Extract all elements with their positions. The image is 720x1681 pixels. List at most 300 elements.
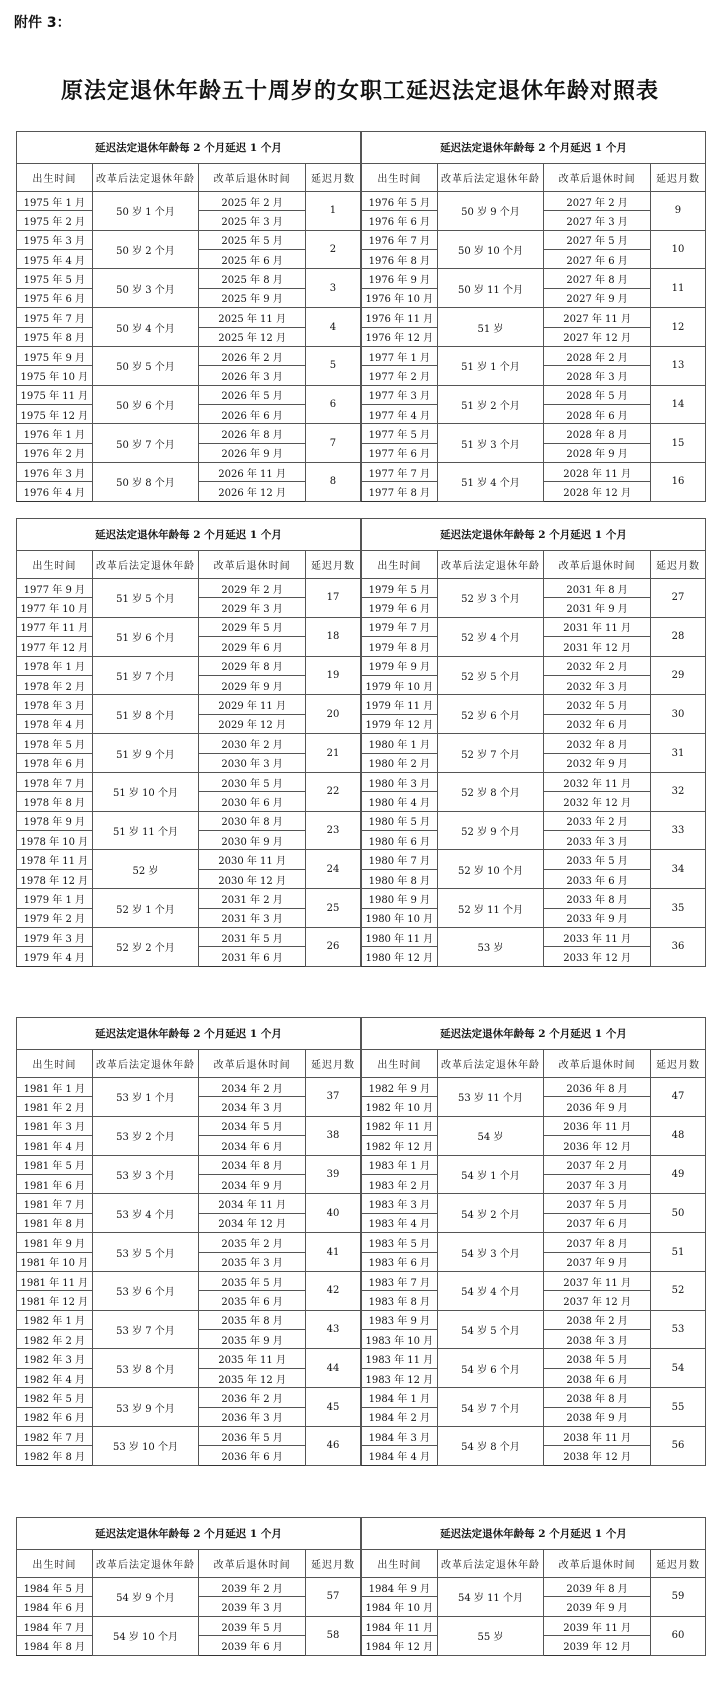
- retirement-time-cell: 2029 年 2 月: [199, 579, 306, 598]
- table-row: [17, 463, 361, 482]
- table-row: [362, 850, 706, 869]
- retirement-time-cell: 2035 年 6 月: [199, 1291, 306, 1310]
- retirement-time-cell: 2034 年 3 月: [199, 1097, 306, 1116]
- table-row: [17, 1616, 361, 1635]
- retirement-time-cell: 2036 年 8 月: [544, 1078, 651, 1097]
- retirement-table: [16, 518, 361, 967]
- delay-months-cell: 23: [305, 811, 360, 850]
- retirement-time-cell: 2034 年 9 月: [199, 1174, 306, 1193]
- birth-date-cell: 1980 年 5 月: [362, 811, 438, 830]
- retirement-age-cell: 52 岁 3 个月: [437, 579, 544, 618]
- retirement-age-cell: 53 岁: [437, 928, 544, 967]
- retirement-age-cell: 54 岁 3 个月: [437, 1233, 544, 1272]
- retirement-time-cell: 2026 年 12 月: [199, 482, 306, 501]
- retirement-table: [361, 1017, 706, 1466]
- birth-date-cell: 1976 年 5 月: [362, 192, 438, 211]
- delay-months-cell: 56: [650, 1427, 705, 1466]
- delay-months-cell: 47: [650, 1078, 705, 1117]
- birth-date-cell: 1983 年 7 月: [362, 1271, 438, 1290]
- table-row: [17, 928, 361, 947]
- retirement-age-cell: 54 岁 8 个月: [437, 1427, 544, 1466]
- retirement-time-cell: 2031 年 12 月: [544, 637, 651, 656]
- retirement-time-cell: 2035 年 9 月: [199, 1330, 306, 1349]
- retirement-time-cell: 2030 年 9 月: [199, 831, 306, 850]
- delay-months-cell: 28: [650, 617, 705, 656]
- column-header: 延迟月数: [305, 1050, 360, 1078]
- column-header-row: [17, 1550, 361, 1578]
- retirement-time-cell: 2032 年 5 月: [544, 695, 651, 714]
- table-row: [362, 889, 706, 908]
- retirement-time-cell: 2032 年 11 月: [544, 772, 651, 791]
- birth-date-cell: 1977 年 9 月: [17, 579, 93, 598]
- retirement-time-cell: 2038 年 11 月: [544, 1427, 651, 1446]
- retirement-age-cell: 51 岁 11 个月: [92, 811, 199, 850]
- birth-date-cell: 1980 年 12 月: [362, 947, 438, 966]
- delay-months-cell: 18: [305, 617, 360, 656]
- table-row: [17, 308, 361, 327]
- retirement-time-cell: 2030 年 6 月: [199, 792, 306, 811]
- column-header: 改革后法定退休年龄: [437, 164, 544, 192]
- table-row: [17, 695, 361, 714]
- birth-date-cell: 1976 年 8 月: [362, 250, 438, 269]
- retirement-time-cell: 2027 年 8 月: [544, 269, 651, 288]
- column-header: 延迟月数: [650, 1550, 705, 1578]
- birth-date-cell: 1978 年 4 月: [17, 714, 93, 733]
- birth-date-cell: 1981 年 10 月: [17, 1252, 93, 1271]
- table-row: [362, 1578, 706, 1597]
- retirement-time-cell: 2030 年 2 月: [199, 734, 306, 753]
- birth-date-cell: 1981 年 1 月: [17, 1078, 93, 1097]
- retirement-age-cell: 50 岁 8 个月: [92, 463, 199, 502]
- retirement-time-cell: 2037 年 6 月: [544, 1213, 651, 1232]
- delay-months-cell: 52: [650, 1271, 705, 1310]
- retirement-age-cell: 50 岁 2 个月: [92, 230, 199, 269]
- retirement-age-cell: 52 岁 4 个月: [437, 617, 544, 656]
- retirement-time-cell: 2033 年 5 月: [544, 850, 651, 869]
- table-row: [362, 1155, 706, 1174]
- retirement-age-cell: 50 岁 9 个月: [437, 192, 544, 231]
- column-header-row: [17, 164, 361, 192]
- retirement-time-cell: 2028 年 6 月: [544, 404, 651, 423]
- table-row: [17, 656, 361, 675]
- retirement-time-cell: 2029 年 12 月: [199, 714, 306, 733]
- table-row: [17, 1155, 361, 1174]
- retirement-time-cell: 2032 年 6 月: [544, 714, 651, 733]
- retirement-age-cell: 52 岁 7 个月: [437, 734, 544, 773]
- birth-date-cell: 1983 年 12 月: [362, 1368, 438, 1387]
- column-header: 出生时间: [362, 1550, 438, 1578]
- delay-months-cell: 34: [650, 850, 705, 889]
- retirement-time-cell: 2025 年 3 月: [199, 211, 306, 230]
- retirement-age-cell: 52 岁 6 个月: [437, 695, 544, 734]
- retirement-time-cell: 2034 年 2 月: [199, 1078, 306, 1097]
- delay-months-cell: 35: [650, 889, 705, 928]
- birth-date-cell: 1976 年 6 月: [362, 211, 438, 230]
- delay-months-cell: 43: [305, 1310, 360, 1349]
- delay-months-cell: 59: [650, 1578, 705, 1617]
- retirement-time-cell: 2034 年 12 月: [199, 1213, 306, 1232]
- birth-date-cell: 1978 年 8 月: [17, 792, 93, 811]
- birth-date-cell: 1976 年 3 月: [17, 463, 93, 482]
- table-row: [362, 1233, 706, 1252]
- birth-date-cell: 1983 年 8 月: [362, 1291, 438, 1310]
- birth-date-cell: 1983 年 4 月: [362, 1213, 438, 1232]
- table-row: [362, 346, 706, 365]
- birth-date-cell: 1983 年 9 月: [362, 1310, 438, 1329]
- table-row: [362, 1271, 706, 1290]
- retirement-time-cell: 2028 年 8 月: [544, 424, 651, 443]
- delay-months-cell: 30: [650, 695, 705, 734]
- retirement-time-cell: 2036 年 12 月: [544, 1136, 651, 1155]
- table-row: [17, 1388, 361, 1407]
- birth-date-cell: 1977 年 7 月: [362, 463, 438, 482]
- table-row: [362, 424, 706, 443]
- birth-date-cell: 1984 年 1 月: [362, 1388, 438, 1407]
- table-row: [17, 579, 361, 598]
- table-row: [17, 1578, 361, 1597]
- retirement-time-cell: 2031 年 3 月: [199, 908, 306, 927]
- retirement-time-cell: 2039 年 2 月: [199, 1578, 306, 1597]
- birth-date-cell: 1984 年 4 月: [362, 1446, 438, 1465]
- birth-date-cell: 1980 年 10 月: [362, 908, 438, 927]
- retirement-time-cell: 2039 年 8 月: [544, 1578, 651, 1597]
- retirement-age-cell: 51 岁 8 个月: [92, 695, 199, 734]
- retirement-time-cell: 2025 年 9 月: [199, 288, 306, 307]
- retirement-age-cell: 53 岁 6 个月: [92, 1271, 199, 1310]
- retirement-time-cell: 2035 年 5 月: [199, 1271, 306, 1290]
- retirement-time-cell: 2038 年 5 月: [544, 1349, 651, 1368]
- column-header-row: [17, 551, 361, 579]
- delay-months-cell: 7: [305, 424, 360, 463]
- delay-months-cell: 5: [305, 346, 360, 385]
- birth-date-cell: 1978 年 6 月: [17, 753, 93, 772]
- retirement-age-cell: 52 岁 8 个月: [437, 772, 544, 811]
- delay-months-cell: 49: [650, 1155, 705, 1194]
- retirement-age-cell: 51 岁 6 个月: [92, 617, 199, 656]
- column-header: 出生时间: [362, 164, 438, 192]
- table-row: [362, 192, 706, 211]
- birth-date-cell: 1979 年 6 月: [362, 598, 438, 617]
- delay-months-cell: 4: [305, 308, 360, 347]
- retirement-time-cell: 2028 年 12 月: [544, 482, 651, 501]
- retirement-time-cell: 2031 年 6 月: [199, 947, 306, 966]
- retirement-age-cell: 54 岁: [437, 1116, 544, 1155]
- column-header: 改革后法定退休年龄: [437, 551, 544, 579]
- retirement-age-cell: 51 岁 10 个月: [92, 772, 199, 811]
- retirement-age-cell: 53 岁 1 个月: [92, 1078, 199, 1117]
- birth-date-cell: 1983 年 3 月: [362, 1194, 438, 1213]
- table-heading: 延迟法定退休年龄每 2 个月延迟 1 个月: [17, 1018, 361, 1050]
- birth-date-cell: 1981 年 7 月: [17, 1194, 93, 1213]
- retirement-age-cell: 54 岁 11 个月: [437, 1578, 544, 1617]
- birth-date-cell: 1979 年 1 月: [17, 889, 93, 908]
- table-row: [362, 928, 706, 947]
- birth-date-cell: 1982 年 6 月: [17, 1407, 93, 1426]
- retirement-time-cell: 2032 年 3 月: [544, 675, 651, 694]
- column-header: 改革后法定退休年龄: [92, 1050, 199, 1078]
- birth-date-cell: 1981 年 4 月: [17, 1136, 93, 1155]
- birth-date-cell: 1980 年 3 月: [362, 772, 438, 791]
- retirement-time-cell: 2027 年 11 月: [544, 308, 651, 327]
- delay-months-cell: 27: [650, 579, 705, 618]
- table-block: [16, 1517, 706, 1656]
- retirement-age-cell: 55 岁: [437, 1616, 544, 1655]
- retirement-time-cell: 2039 年 3 月: [199, 1597, 306, 1616]
- table-block: [16, 1017, 706, 1466]
- table-heading-row: [17, 1018, 361, 1050]
- birth-date-cell: 1984 年 5 月: [17, 1578, 93, 1597]
- table-row: [17, 889, 361, 908]
- retirement-time-cell: 2032 年 2 月: [544, 656, 651, 675]
- retirement-time-cell: 2027 年 9 月: [544, 288, 651, 307]
- column-header: 延迟月数: [650, 1050, 705, 1078]
- retirement-age-cell: 53 岁 2 个月: [92, 1116, 199, 1155]
- birth-date-cell: 1978 年 9 月: [17, 811, 93, 830]
- retirement-age-cell: 53 岁 8 个月: [92, 1349, 199, 1388]
- delay-months-cell: 14: [650, 385, 705, 424]
- birth-date-cell: 1980 年 11 月: [362, 928, 438, 947]
- birth-date-cell: 1979 年 3 月: [17, 928, 93, 947]
- retirement-age-cell: 50 岁 7 个月: [92, 424, 199, 463]
- birth-date-cell: 1978 年 5 月: [17, 734, 93, 753]
- column-header: 改革后退休时间: [199, 164, 306, 192]
- retirement-time-cell: 2038 年 8 月: [544, 1388, 651, 1407]
- column-header-row: [362, 164, 706, 192]
- delay-months-cell: 48: [650, 1116, 705, 1155]
- retirement-age-cell: 52 岁 9 个月: [437, 811, 544, 850]
- column-header: 出生时间: [17, 1550, 93, 1578]
- delay-months-cell: 44: [305, 1349, 360, 1388]
- table-row: [17, 1427, 361, 1446]
- retirement-age-cell: 54 岁 6 个月: [437, 1349, 544, 1388]
- table-heading-row: [17, 1518, 361, 1550]
- retirement-time-cell: 2038 年 9 月: [544, 1407, 651, 1426]
- table-left: [16, 131, 361, 502]
- delay-months-cell: 2: [305, 230, 360, 269]
- birth-date-cell: 1984 年 11 月: [362, 1616, 438, 1635]
- retirement-time-cell: 2039 年 6 月: [199, 1636, 306, 1655]
- birth-date-cell: 1982 年 10 月: [362, 1097, 438, 1116]
- delay-months-cell: 8: [305, 463, 360, 502]
- birth-date-cell: 1984 年 12 月: [362, 1636, 438, 1655]
- table-row: [17, 1233, 361, 1252]
- delay-months-cell: 46: [305, 1427, 360, 1466]
- retirement-age-cell: 51 岁 7 个月: [92, 656, 199, 695]
- retirement-time-cell: 2036 年 6 月: [199, 1446, 306, 1465]
- table-heading: 延迟法定退休年龄每 2 个月延迟 1 个月: [362, 1518, 706, 1550]
- retirement-time-cell: 2034 年 11 月: [199, 1194, 306, 1213]
- column-header: 改革后退休时间: [199, 551, 306, 579]
- retirement-time-cell: 2033 年 2 月: [544, 811, 651, 830]
- retirement-age-cell: 50 岁 6 个月: [92, 385, 199, 424]
- table-row: [362, 695, 706, 714]
- delay-months-cell: 22: [305, 772, 360, 811]
- birth-date-cell: 1983 年 6 月: [362, 1252, 438, 1271]
- table-row: [17, 1310, 361, 1329]
- birth-date-cell: 1983 年 1 月: [362, 1155, 438, 1174]
- birth-date-cell: 1983 年 10 月: [362, 1330, 438, 1349]
- table-right: [361, 1517, 706, 1656]
- table-heading-row: [362, 519, 706, 551]
- retirement-time-cell: 2035 年 11 月: [199, 1349, 306, 1368]
- retirement-time-cell: 2026 年 6 月: [199, 404, 306, 423]
- delay-months-cell: 58: [305, 1616, 360, 1655]
- birth-date-cell: 1975 年 7 月: [17, 308, 93, 327]
- birth-date-cell: 1983 年 2 月: [362, 1174, 438, 1193]
- birth-date-cell: 1979 年 12 月: [362, 714, 438, 733]
- table-block: [16, 518, 706, 967]
- table-row: [362, 1349, 706, 1368]
- table-heading: 延迟法定退休年龄每 2 个月延迟 1 个月: [362, 1018, 706, 1050]
- delay-months-cell: 10: [650, 230, 705, 269]
- retirement-time-cell: 2038 年 12 月: [544, 1446, 651, 1465]
- retirement-age-cell: 50 岁 10 个月: [437, 230, 544, 269]
- retirement-time-cell: 2030 年 11 月: [199, 850, 306, 869]
- retirement-time-cell: 2028 年 9 月: [544, 443, 651, 462]
- delay-months-cell: 42: [305, 1271, 360, 1310]
- column-header: 出生时间: [362, 1050, 438, 1078]
- retirement-time-cell: 2036 年 2 月: [199, 1388, 306, 1407]
- retirement-time-cell: 2026 年 8 月: [199, 424, 306, 443]
- column-header: 改革后法定退休年龄: [92, 1550, 199, 1578]
- column-header-row: [362, 551, 706, 579]
- retirement-time-cell: 2027 年 3 月: [544, 211, 651, 230]
- table-heading-row: [362, 1018, 706, 1050]
- retirement-time-cell: 2033 年 9 月: [544, 908, 651, 927]
- table-heading: 延迟法定退休年龄每 2 个月延迟 1 个月: [17, 519, 361, 551]
- birth-date-cell: 1983 年 11 月: [362, 1349, 438, 1368]
- table-row: [17, 811, 361, 830]
- table-left: [16, 1517, 361, 1656]
- birth-date-cell: 1976 年 12 月: [362, 327, 438, 346]
- birth-date-cell: 1979 年 8 月: [362, 637, 438, 656]
- birth-date-cell: 1977 年 11 月: [17, 617, 93, 636]
- retirement-time-cell: 2025 年 6 月: [199, 250, 306, 269]
- column-header: 出生时间: [17, 164, 93, 192]
- retirement-time-cell: 2028 年 2 月: [544, 346, 651, 365]
- birth-date-cell: 1975 年 2 月: [17, 211, 93, 230]
- birth-date-cell: 1984 年 7 月: [17, 1616, 93, 1635]
- table-row: [362, 579, 706, 598]
- retirement-time-cell: 2039 年 9 月: [544, 1597, 651, 1616]
- delay-months-cell: 15: [650, 424, 705, 463]
- table-row: [17, 269, 361, 288]
- retirement-time-cell: 2025 年 12 月: [199, 327, 306, 346]
- retirement-time-cell: 2032 年 12 月: [544, 792, 651, 811]
- table-right: [361, 518, 706, 967]
- retirement-age-cell: 54 岁 9 个月: [92, 1578, 199, 1617]
- birth-date-cell: 1981 年 12 月: [17, 1291, 93, 1310]
- column-header: 改革后法定退休年龄: [437, 1550, 544, 1578]
- birth-date-cell: 1982 年 3 月: [17, 1349, 93, 1368]
- retirement-time-cell: 2038 年 2 月: [544, 1310, 651, 1329]
- retirement-age-cell: 52 岁 5 个月: [437, 656, 544, 695]
- retirement-time-cell: 2037 年 3 月: [544, 1174, 651, 1193]
- table-row: [362, 1616, 706, 1635]
- retirement-age-cell: 53 岁 9 个月: [92, 1388, 199, 1427]
- table-row: [362, 656, 706, 675]
- table-row: [17, 772, 361, 791]
- table-row: [17, 385, 361, 404]
- delay-months-cell: 19: [305, 656, 360, 695]
- birth-date-cell: 1979 年 7 月: [362, 617, 438, 636]
- table-heading: 延迟法定退休年龄每 2 个月延迟 1 个月: [362, 132, 706, 164]
- delay-months-cell: 12: [650, 308, 705, 347]
- table-row: [362, 772, 706, 791]
- table-row: [17, 1078, 361, 1097]
- retirement-table: [361, 518, 706, 967]
- table-row: [17, 192, 361, 211]
- table-row: [362, 1310, 706, 1329]
- delay-months-cell: 36: [650, 928, 705, 967]
- retirement-time-cell: 2033 年 8 月: [544, 889, 651, 908]
- birth-date-cell: 1980 年 1 月: [362, 734, 438, 753]
- birth-date-cell: 1977 年 2 月: [362, 366, 438, 385]
- retirement-age-cell: 54 岁 4 个月: [437, 1271, 544, 1310]
- table-left: [16, 1017, 361, 1466]
- birth-date-cell: 1978 年 2 月: [17, 675, 93, 694]
- retirement-age-cell: 52 岁: [92, 850, 199, 889]
- retirement-time-cell: 2032 年 9 月: [544, 753, 651, 772]
- retirement-age-cell: 52 岁 1 个月: [92, 889, 199, 928]
- retirement-age-cell: 50 岁 1 个月: [92, 192, 199, 231]
- birth-date-cell: 1984 年 10 月: [362, 1597, 438, 1616]
- retirement-time-cell: 2037 年 2 月: [544, 1155, 651, 1174]
- birth-date-cell: 1978 年 11 月: [17, 850, 93, 869]
- retirement-time-cell: 2029 年 11 月: [199, 695, 306, 714]
- delay-months-cell: 17: [305, 579, 360, 618]
- table-block: [16, 131, 706, 502]
- column-header: 改革后退休时间: [199, 1050, 306, 1078]
- retirement-age-cell: 52 岁 11 个月: [437, 889, 544, 928]
- retirement-time-cell: 2031 年 8 月: [544, 579, 651, 598]
- page-title: 原法定退休年龄五十周岁的女职工延迟法定退休年龄对照表: [60, 78, 659, 104]
- birth-date-cell: 1979 年 10 月: [362, 675, 438, 694]
- column-header: 改革后退休时间: [544, 164, 651, 192]
- retirement-time-cell: 2029 年 6 月: [199, 637, 306, 656]
- column-header: 出生时间: [17, 1050, 93, 1078]
- birth-date-cell: 1981 年 3 月: [17, 1116, 93, 1135]
- retirement-age-cell: 52 岁 2 个月: [92, 928, 199, 967]
- delay-months-cell: 3: [305, 269, 360, 308]
- delay-months-cell: 41: [305, 1233, 360, 1272]
- birth-date-cell: 1976 年 9 月: [362, 269, 438, 288]
- retirement-time-cell: 2029 年 3 月: [199, 598, 306, 617]
- table-row: [362, 308, 706, 327]
- retirement-time-cell: 2027 年 6 月: [544, 250, 651, 269]
- birth-date-cell: 1978 年 3 月: [17, 695, 93, 714]
- column-header: 改革后退休时间: [199, 1550, 306, 1578]
- column-header: 延迟月数: [650, 551, 705, 579]
- table-row: [17, 617, 361, 636]
- delay-months-cell: 16: [650, 463, 705, 502]
- retirement-time-cell: 2029 年 8 月: [199, 656, 306, 675]
- birth-date-cell: 1975 年 9 月: [17, 346, 93, 365]
- retirement-time-cell: 2033 年 6 月: [544, 869, 651, 888]
- retirement-age-cell: 53 岁 11 个月: [437, 1078, 544, 1117]
- table-left: [16, 518, 361, 967]
- attachment-label: 附件 3：: [14, 15, 71, 31]
- delay-months-cell: 24: [305, 850, 360, 889]
- delay-months-cell: 39: [305, 1155, 360, 1194]
- birth-date-cell: 1982 年 2 月: [17, 1330, 93, 1349]
- retirement-time-cell: 2036 年 5 月: [199, 1427, 306, 1446]
- retirement-time-cell: 2039 年 5 月: [199, 1616, 306, 1635]
- table-row: [17, 1116, 361, 1135]
- table-row: [362, 617, 706, 636]
- delay-months-cell: 13: [650, 346, 705, 385]
- retirement-age-cell: 51 岁 3 个月: [437, 424, 544, 463]
